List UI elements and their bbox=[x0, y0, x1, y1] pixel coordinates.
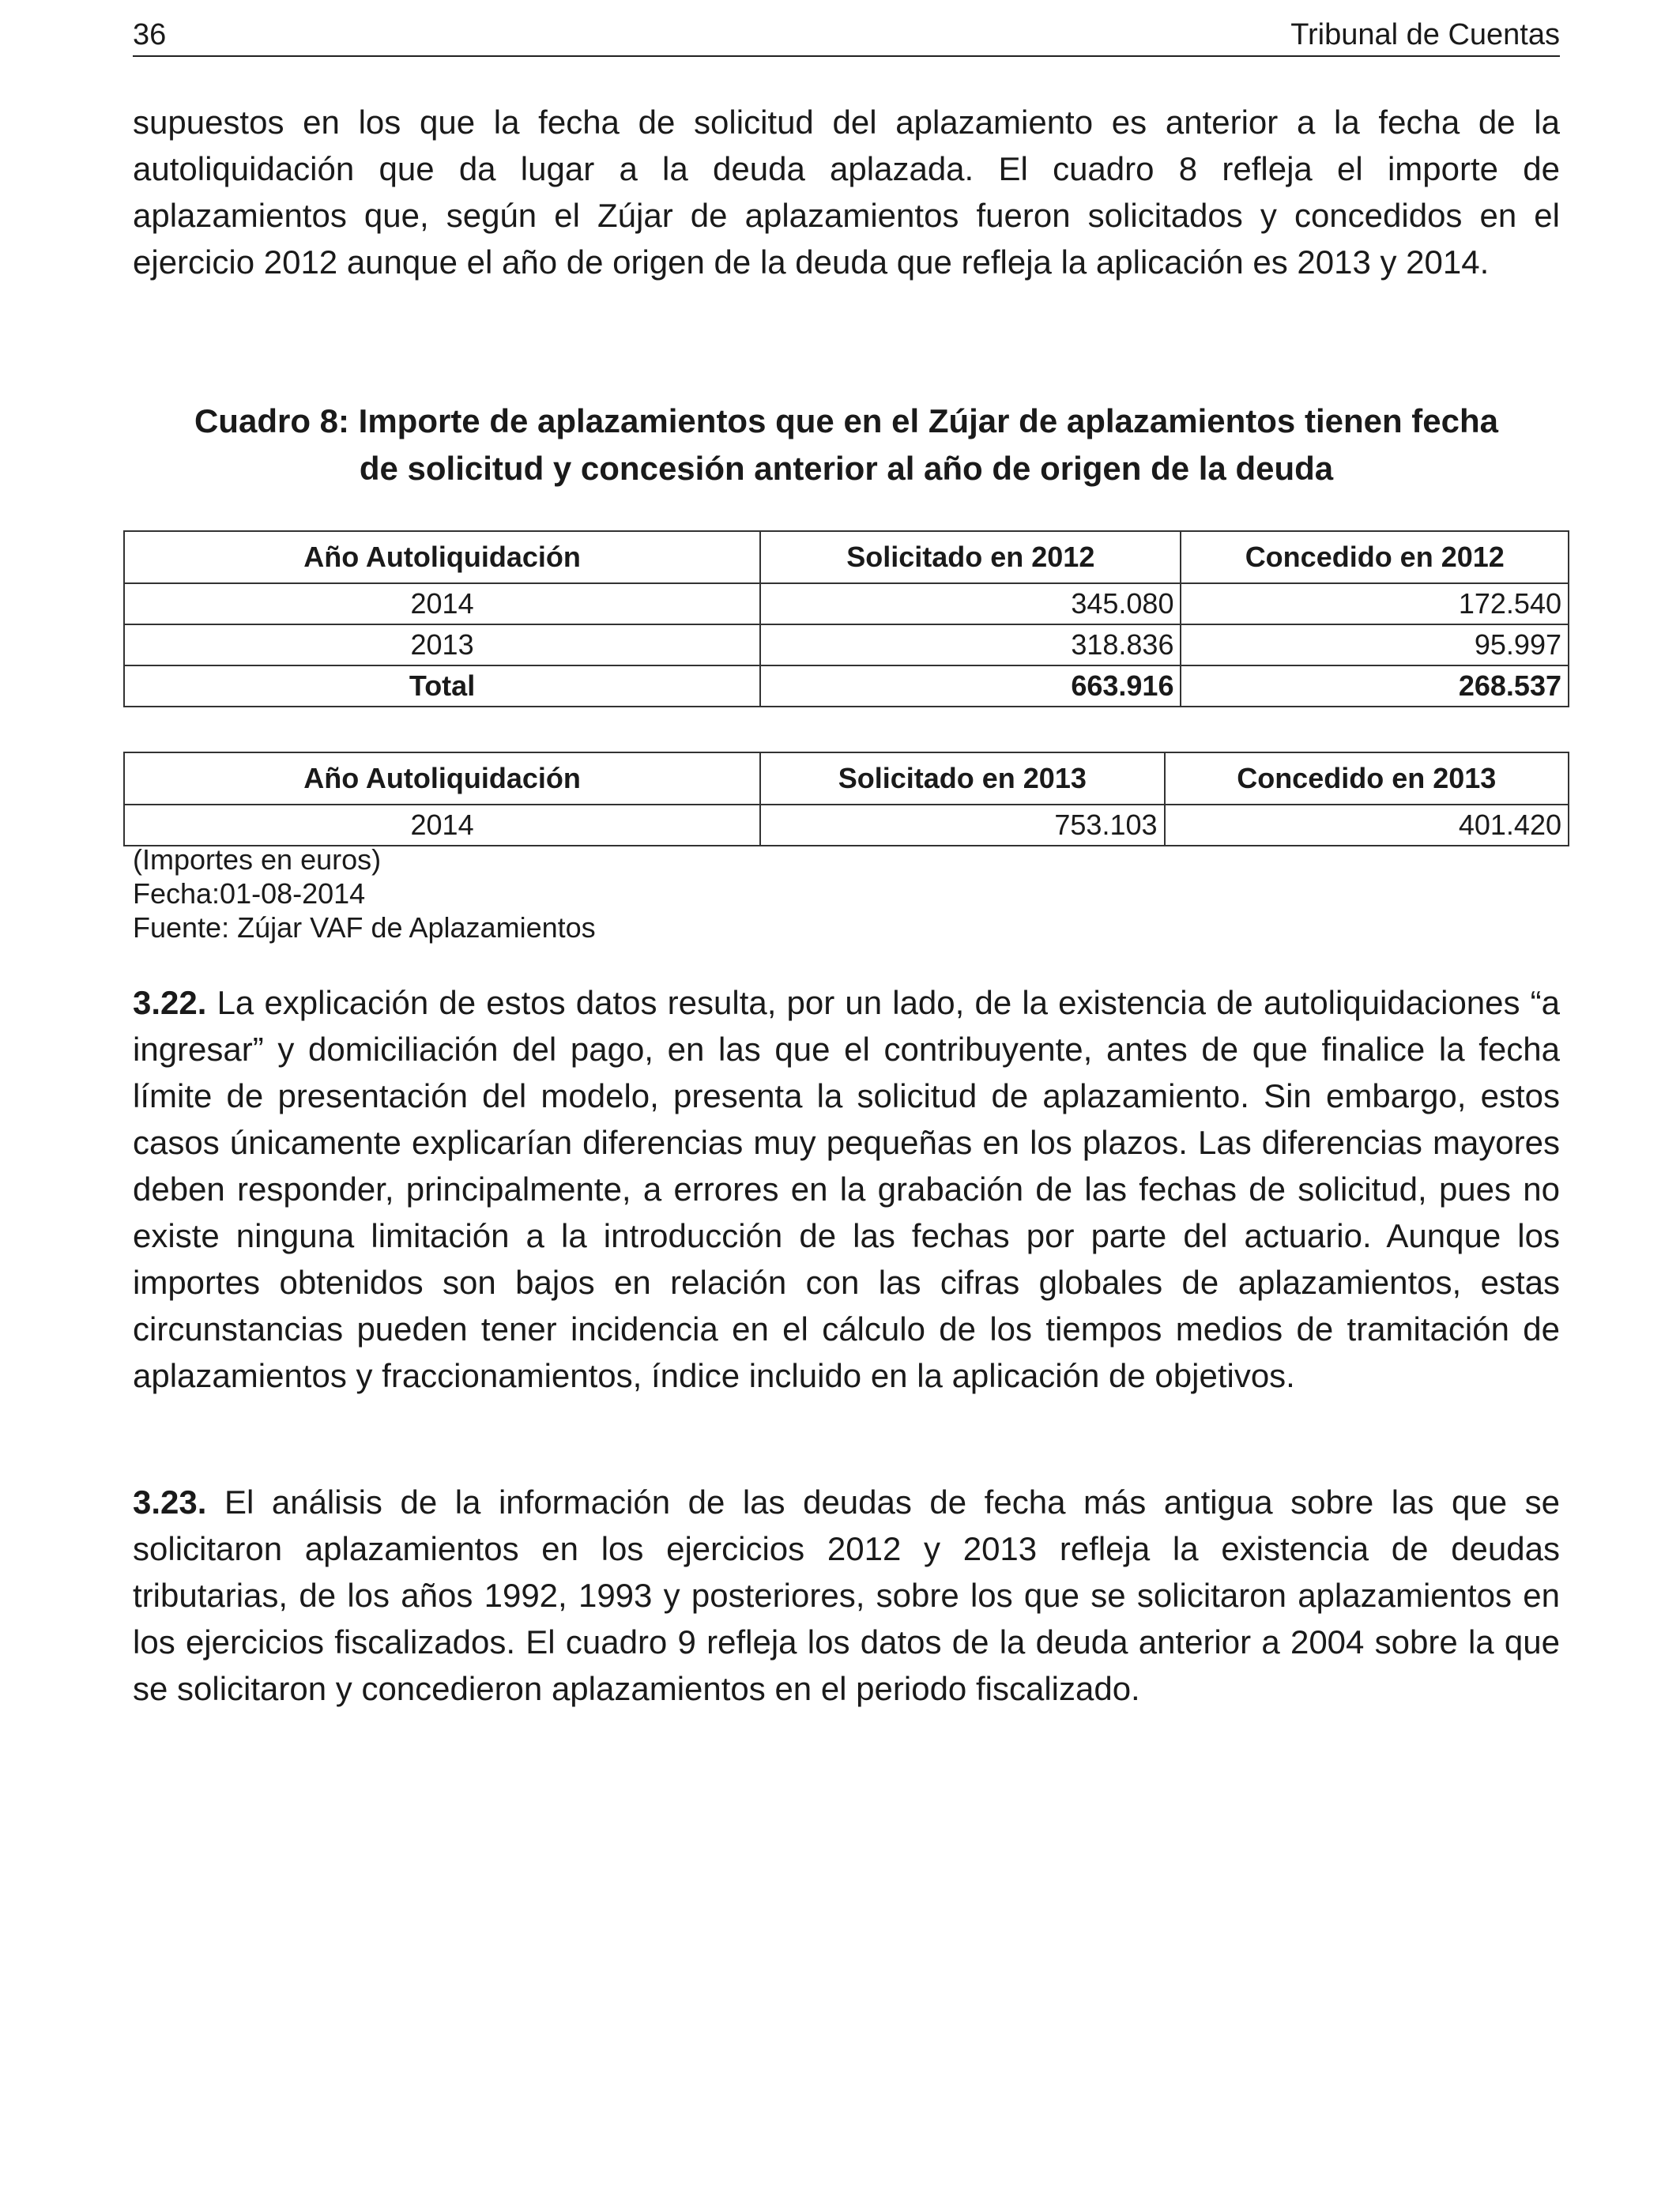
column-header: Concedido en 2013 bbox=[1165, 752, 1569, 805]
section-number: 3.23. bbox=[133, 1483, 207, 1521]
year-cell: 2014 bbox=[124, 583, 760, 624]
table-row bbox=[124, 624, 1569, 665]
table-2012 bbox=[123, 530, 1569, 707]
section-number: 3.22. bbox=[133, 984, 207, 1021]
column-header: Solicitado en 2013 bbox=[760, 752, 1164, 805]
table-2013 bbox=[123, 752, 1569, 846]
table-notes bbox=[133, 843, 923, 944]
section-text: El análisis de la información de las deudas de fecha más antigua sobre las que se solicitaron aplazamientos en los ejercicios 2012 y 2013 refleja la existencia de deudas tributarias, de los años 1992, 1993 y posteriores, sobre los que se solicitaron aplazamientos en los ejercicios fiscalizados. El cuadro 9 refleja los datos de la deuda anterior a 2004 sobre la que se solicitaron y concedieron aplazamientos en el periodo fiscalizado. bbox=[133, 1483, 1560, 1707]
intro-paragraph: supuestos en los que la fecha de solicitud del aplazamiento es anterior a la fecha de la autoliquidación que da lugar a la deuda aplazada. El cuadro 8 refleja el importe de aplazamientos que, según el Zújar de aplazamientos fueron solicitados y concedidos en el ejercicio 2012 aunque el año de origen de la deuda que refleja la aplicación es 2013 y 2014. bbox=[133, 104, 1560, 281]
table-total-row bbox=[124, 665, 1569, 707]
section-text: La explicación de estos datos resulta, por un lado, de la existencia de autoliquidaciones “a ingresar” y domiciliación del pago, en las que el contribuyente, antes de que finalice la fecha límite de presentación del modelo, presenta la solicitud de aplazamiento. Sin embargo, estos casos únicamente explicarían diferencias muy pequeñas en los plazos. Las diferencias mayores deben responder, principalmente, a errores en la grabación de las fechas de solicitud, pues no existe ninguna limitación a la introducción de las fechas por parte del actuario. Aunque los importes obtenidos son bajos en relación con las cifras globales de aplazamientos, estas circunstancias pueden tener incidencia en el cálculo de los tiempos medios de tramitación de aplazamientos y fraccionamientos, índice incluido en la aplicación de objetivos. bbox=[133, 984, 1561, 1394]
concedido-cell: 172.540 bbox=[1181, 583, 1569, 624]
table-row bbox=[124, 805, 1569, 846]
table-row bbox=[124, 583, 1569, 624]
concedido-cell: 401.420 bbox=[1165, 805, 1569, 846]
column-header: Año Autoliquidación bbox=[124, 531, 760, 583]
column-header: Solicitado en 2012 bbox=[760, 531, 1181, 583]
caption-line-1: Cuadro 8: Importe de aplazamientos que en el Zújar de aplazamientos tienen fecha bbox=[194, 402, 1499, 439]
column-header: Concedido en 2012 bbox=[1181, 531, 1569, 583]
table-caption bbox=[119, 398, 1574, 492]
paragraph-3-23 bbox=[133, 1479, 1560, 1712]
table-header-row bbox=[124, 531, 1569, 583]
total-solicitado: 663.916 bbox=[760, 665, 1181, 707]
solicitado-cell: 318.836 bbox=[760, 624, 1181, 665]
total-concedido: 268.537 bbox=[1181, 665, 1569, 707]
column-header: Año Autoliquidación bbox=[124, 752, 760, 805]
paragraph-3-22 bbox=[133, 979, 1560, 1399]
source-note: Fuente: Zújar VAF de Aplazamientos bbox=[133, 911, 596, 944]
page-number: 36 bbox=[133, 18, 167, 51]
date-note: Fecha:01-08-2014 bbox=[133, 877, 366, 910]
year-cell: 2013 bbox=[124, 624, 760, 665]
concedido-cell: 95.997 bbox=[1181, 624, 1569, 665]
total-label: Total bbox=[124, 665, 760, 707]
running-title: Tribunal de Cuentas bbox=[1290, 18, 1560, 51]
solicitado-cell: 345.080 bbox=[760, 583, 1181, 624]
page-header bbox=[133, 14, 1560, 57]
solicitado-cell: 753.103 bbox=[760, 805, 1164, 846]
caption-line-2: de solicitud y concesión anterior al año de origen de la deuda bbox=[359, 450, 1334, 487]
year-cell: 2014 bbox=[124, 805, 760, 846]
table-header-row bbox=[124, 752, 1569, 805]
units-note: (Importes en euros) bbox=[133, 843, 382, 876]
